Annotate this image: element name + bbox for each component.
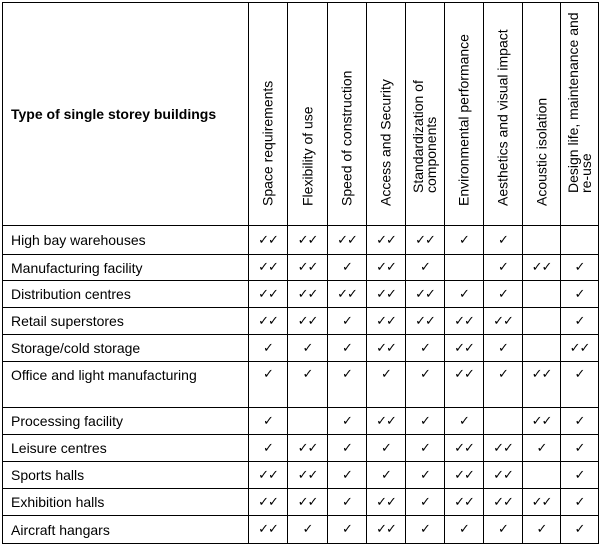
rating-cell: ✓ [561,281,599,308]
rating-cell: ✓✓ [367,226,406,255]
table-row [3,362,599,408]
rating-cell: ✓ [406,489,445,516]
column-header-standardization-of-components: Standardization of components [406,3,445,226]
rating-cell: ✓ [367,362,406,408]
rating-cell: ✓ [288,335,328,362]
column-header-speed-of-construction: Speed of construction [328,3,367,226]
rating-cell: ✓✓ [288,489,328,516]
rating-cell: ✓ [288,362,328,408]
rating-cell: ✓ [445,408,484,435]
rating-cell: ✓ [328,435,367,462]
rating-cell: ✓✓ [249,255,288,281]
rating-cell: ✓✓ [249,516,288,544]
rating-cell: ✓✓ [367,408,406,435]
rating-cell: ✓✓ [406,226,445,255]
rating-cell [288,408,328,435]
rating-cell: ✓ [561,408,599,435]
building-suitability-table [2,2,599,544]
rating-cell: ✓✓ [445,308,484,335]
rating-cell: ✓✓ [406,281,445,308]
rating-cell: ✓✓ [249,308,288,335]
rating-cell: ✓ [328,489,367,516]
rating-cell: ✓ [406,255,445,281]
column-header-flexibility-of-use: Flexibility of use [288,3,328,226]
rating-cell: ✓✓ [288,308,328,335]
table-row [3,335,599,362]
rating-cell: ✓ [561,362,599,408]
rating-cell: ✓✓ [406,308,445,335]
row-label: Distribution centres [3,281,249,308]
rating-cell: ✓ [561,435,599,462]
rating-cell [523,226,561,255]
rating-cell: ✓✓ [445,362,484,408]
rating-cell: ✓✓ [288,226,328,255]
rating-cell: ✓ [406,335,445,362]
row-label: Sports halls [3,462,249,489]
rating-cell: ✓ [445,226,484,255]
rating-cell: ✓ [367,462,406,489]
rating-cell: ✓ [328,362,367,408]
rating-cell: ✓ [484,516,523,544]
table-row [3,462,599,489]
rating-cell: ✓ [406,435,445,462]
rating-cell: ✓✓ [523,489,561,516]
rating-cell [523,462,561,489]
rating-cell: ✓ [249,408,288,435]
column-header-design-life-maintenance-re-use: Design life, maintenance and re-use [561,3,599,226]
rating-cell: ✓✓ [484,489,523,516]
rating-cell: ✓ [484,335,523,362]
column-header-access-and-security: Access and Security [367,3,406,226]
rating-cell [445,255,484,281]
rating-cell: ✓ [328,408,367,435]
rating-cell: ✓ [249,335,288,362]
rating-cell: ✓✓ [367,308,406,335]
rating-cell: ✓ [367,435,406,462]
row-label: Leisure centres [3,435,249,462]
rating-cell: ✓ [445,281,484,308]
rating-cell: ✓ [328,308,367,335]
rating-cell: ✓✓ [367,489,406,516]
rating-cell: ✓ [523,516,561,544]
rating-cell: ✓✓ [249,226,288,255]
rating-cell: ✓ [328,516,367,544]
row-label: Office and light manufacturing [3,362,249,408]
rating-cell: ✓✓ [288,281,328,308]
rating-cell: ✓✓ [484,435,523,462]
rating-cell: ✓ [561,308,599,335]
rating-cell: ✓✓ [367,335,406,362]
table-row [3,408,599,435]
rating-cell: ✓ [288,516,328,544]
rating-cell: ✓ [484,281,523,308]
rating-cell: ✓ [561,489,599,516]
row-label: High bay warehouses [3,226,249,255]
rating-cell: ✓ [406,362,445,408]
rating-cell: ✓✓ [445,335,484,362]
rating-cell: ✓✓ [445,435,484,462]
rating-cell: ✓ [406,462,445,489]
row-label: Storage/cold storage [3,335,249,362]
rating-cell: ✓ [406,516,445,544]
rating-cell: ✓✓ [249,281,288,308]
header-row [3,3,599,226]
row-label: Processing facility [3,408,249,435]
rating-cell: ✓ [484,362,523,408]
table-row [3,489,599,516]
rating-cell: ✓✓ [523,408,561,435]
rating-cell: ✓ [406,408,445,435]
rating-cell: ✓ [484,255,523,281]
rating-cell [523,335,561,362]
rating-cell: ✓ [484,226,523,255]
rating-cell: ✓✓ [367,516,406,544]
rating-cell: ✓✓ [249,489,288,516]
table-row [3,255,599,281]
rating-cell: ✓✓ [288,255,328,281]
table-row [3,226,599,255]
rating-cell [523,308,561,335]
table-row [3,281,599,308]
rating-cell: ✓ [523,435,561,462]
rating-cell [523,281,561,308]
rating-cell: ✓ [561,255,599,281]
table-body [3,226,599,544]
rating-cell: ✓ [445,516,484,544]
rating-cell: ✓✓ [523,255,561,281]
rating-cell: ✓✓ [328,226,367,255]
rating-cell: ✓✓ [445,462,484,489]
rating-cell: ✓ [328,462,367,489]
rating-cell: ✓ [249,362,288,408]
column-header-acoustic-isolation: Acoustic isolation [523,3,561,226]
table-row [3,435,599,462]
rating-cell: ✓✓ [484,462,523,489]
rating-cell: ✓✓ [249,462,288,489]
rating-cell: ✓✓ [484,308,523,335]
rating-cell: ✓✓ [561,335,599,362]
rating-cell: ✓ [328,335,367,362]
rating-cell: ✓✓ [445,489,484,516]
column-header-aesthetics-and-visual-impact: Aesthetics and visual impact [484,3,523,226]
rating-cell: ✓ [328,255,367,281]
table-row [3,308,599,335]
rating-cell: ✓✓ [523,362,561,408]
rating-cell: ✓ [561,462,599,489]
rating-cell: ✓✓ [288,435,328,462]
column-header-environmental-performance: Environmental performance [445,3,484,226]
row-label: Aircraft hangars [3,516,249,544]
row-label: Manufacturing facility [3,255,249,281]
row-label: Exhibition halls [3,489,249,516]
column-header-space-requirements: Space requirements [249,3,288,226]
rating-cell [484,408,523,435]
rating-cell: ✓ [249,435,288,462]
rating-cell: ✓✓ [367,281,406,308]
rating-cell: ✓✓ [328,281,367,308]
rating-cell: ✓ [561,516,599,544]
rating-cell: ✓✓ [288,462,328,489]
table-row [3,516,599,544]
corner-header: Type of single storey buildings [3,3,249,226]
rating-cell: ✓✓ [367,255,406,281]
row-label: Retail superstores [3,308,249,335]
rating-cell [561,226,599,255]
